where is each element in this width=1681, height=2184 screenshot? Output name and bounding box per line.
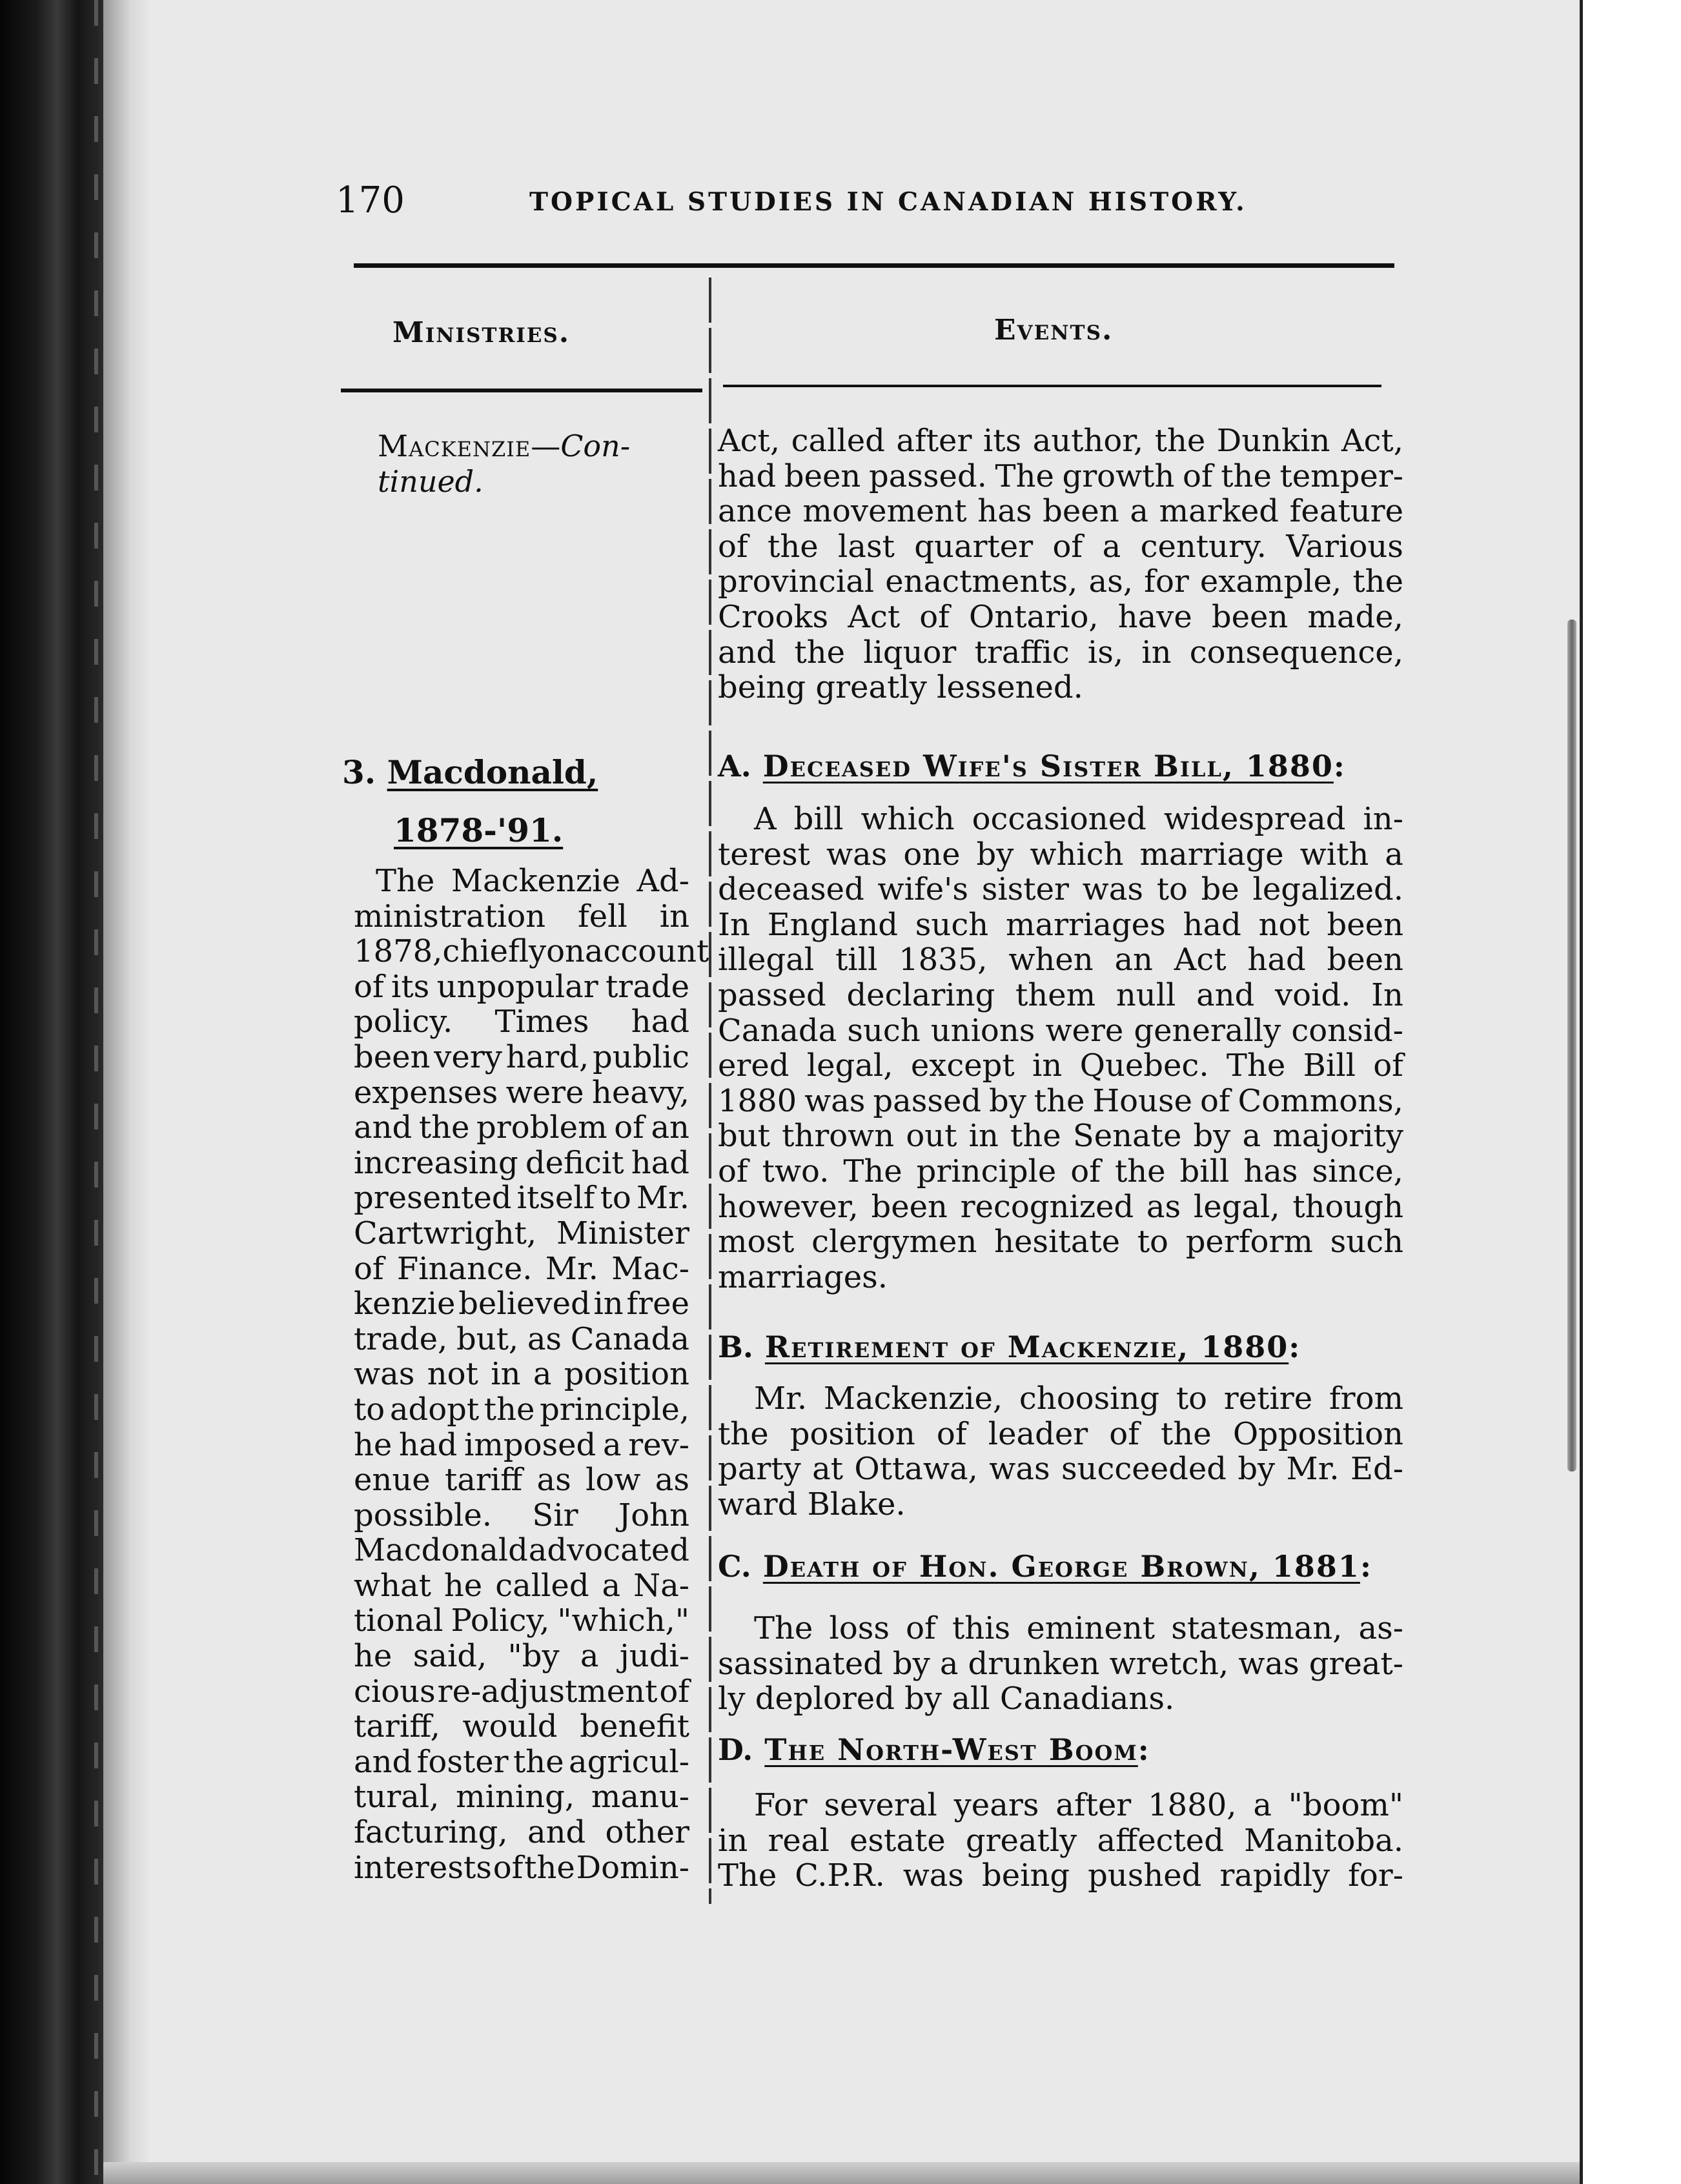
ministry-paragraph [354,863,709,1886]
paragraph-line: sassinated by a drunken wretch, was great- [718,1645,1403,1682]
ministry-continued [378,427,630,498]
event-letter: B. [718,1330,753,1364]
event-heading-d [718,1732,1149,1767]
paragraph-line: tariff, would benefit [354,1708,689,1745]
event-title: Death of Hon. George Brown, 1881 [762,1549,1360,1584]
paragraph-line: party at Ottawa, was succeeded by Mr. Ed- [718,1451,1403,1488]
event-paragraph-c [718,1611,1403,1717]
paragraph-line: the position of leader of the Opposition [718,1415,1403,1452]
paragraph-line: Cartwright, Minister [354,1215,689,1251]
event-letter: C. [718,1549,751,1584]
page-clip-mark [1567,620,1576,1471]
paragraph-line: what he called a Na- [354,1567,689,1604]
event-letter: D. [718,1732,753,1767]
paragraph-line: but thrown out in the Senate by a majority [718,1118,1403,1155]
book-binding [0,0,103,2184]
column-header-ministries: Ministries. [392,316,571,349]
paragraph-line: cious re-adjustment of [354,1673,689,1710]
event-title: Deceased Wife's Sister Bill, 1880 [762,749,1334,784]
paragraph-line: ly deplored by all Canadians. [718,1681,1175,1717]
ministry-number: 3. [342,753,376,791]
paragraph-line: The loss of this eminent statesman, as- [754,1610,1403,1646]
paragraph-line: Act, called after its author, the Dunkin Act, [718,423,1403,459]
paragraph-line: and the liquor traffic is, in consequence, [718,634,1403,671]
paragraph-line: facturing, and other [354,1814,689,1851]
event-paragraph-d [718,1788,1403,1894]
event-colon: : [1360,1549,1371,1584]
paragraph-line: and the problem of an [354,1109,689,1146]
page-bottom-edge [103,2162,1580,2184]
paragraph-line: presented itself to Mr. [354,1180,689,1217]
paragraph-line: to adopt the principle, [354,1391,689,1428]
paragraph-line: passed declaring them null and void. In [718,976,1403,1013]
paragraph-line: policy. Times had [354,1004,689,1040]
paragraph-line: he had imposed a rev- [354,1426,689,1463]
event-heading-c [718,1549,1371,1584]
event-colon: : [1289,1330,1300,1364]
paragraph-line: of the last quarter of a century. Various [718,528,1403,565]
paragraph-line: ered legal, except in Quebec. The Bill of [718,1047,1403,1084]
page-right-edge [1580,0,1583,2184]
events-continued-paragraph [718,423,1403,705]
running-title: TOPICAL STUDIES IN CANADIAN HISTORY. [529,187,1247,217]
paragraph-line: tural, mining, manu- [354,1779,689,1815]
paragraph-line: of its unpopular trade [354,968,689,1005]
running-head [336,179,1247,231]
paragraph-line: interests of the Domin- [354,1849,689,1886]
header-rule [354,263,1394,268]
paragraph-line: expenses were heavy, [354,1074,689,1111]
event-title: The North-West Boom [764,1732,1138,1767]
column-divider [709,278,711,1904]
column-header-rule-left [341,389,702,392]
paragraph-line: tional Policy, "which," [354,1603,689,1639]
ministry-continued-word-1: Con- [560,429,631,463]
event-colon: : [1137,1732,1149,1767]
paragraph-line: terest was one by which marriage with a [718,836,1403,873]
paragraph-line: A bill which occasioned widespread in- [754,801,1403,837]
page-number: 170 [336,179,405,221]
paragraph-line: being greatly lessened. [718,669,1083,706]
paragraph-line: Crooks Act of Ontario, have been made, [718,598,1403,635]
column-header-rule-right [723,385,1381,387]
paragraph-line: deceased wife's sister was to be legalized. [718,871,1403,908]
event-title: Retirement of Mackenzie, 1880 [764,1330,1289,1364]
paragraph-line: 1878, chiefly on account [354,933,709,970]
paragraph-line: kenzie believed in free [354,1286,689,1322]
event-heading-a [718,749,1345,784]
paragraph-line: marriages. [718,1259,888,1295]
paragraph-line: The Mackenzie Ad- [376,863,689,899]
paragraph-line: however, been recognized as legal, though [718,1188,1403,1225]
ministry-continued-name: Mackenzie [378,429,531,463]
paragraph-line: In England such marriages had not been [718,906,1403,943]
ministry-heading [342,743,598,860]
ministry-name: Macdonald, [387,753,598,791]
paragraph-line: in real estate greatly affected Manitoba. [718,1822,1403,1859]
paragraph-line: For several years after 1880, a "boom" [754,1787,1403,1823]
paragraph-line: enue tariff as low as [354,1462,689,1499]
paragraph-line: been very hard, public [354,1038,689,1075]
scan-margin [1580,0,1681,2184]
paragraph-line: The C.P.R. was being pushed rapidly for- [718,1857,1403,1894]
paragraph-line: Macdonald advocated [354,1532,689,1569]
ministry-continued-word-2: tinued. [378,463,484,499]
event-paragraph-a [718,802,1403,1295]
event-heading-b [718,1330,1299,1364]
paragraph-line: ministration fell in [354,898,689,935]
event-paragraph-b [718,1381,1403,1522]
paragraph-line: possible. Sir John [354,1497,689,1533]
paragraph-line: trade, but, as Canada [354,1320,689,1357]
paragraph-line: most clergymen hesitate to perform such [718,1224,1403,1260]
event-colon: : [1333,749,1345,784]
paragraph-line: of Finance. Mr. Mac- [354,1250,689,1287]
paragraph-line: Canada such unions were generally consid- [718,1012,1403,1049]
paragraph-line: of two. The principle of the bill has since, [718,1153,1403,1189]
paragraph-line: increasing deficit had [354,1144,689,1181]
paragraph-line: ward Blake. [718,1486,906,1522]
paragraph-line: ance movement has been a marked feature [718,493,1403,530]
paragraph-line: 1880 was passed by the House of Commons, [718,1082,1403,1119]
paragraph-line: he said, "by a judi- [354,1638,689,1675]
page-gutter-shadow [103,0,148,2184]
paragraph-line: Mr. Mackenzie, choosing to retire from [754,1380,1403,1417]
paragraph-line: illegal till 1835, when an Act had been [718,942,1403,978]
ministry-dates: 1878-'91. [394,811,564,849]
event-letter: A. [718,749,751,784]
paragraph-line: provincial enactments, as, for example, the [718,563,1403,600]
column-header-events: Events. [994,314,1114,347]
paragraph-line: was not in a position [354,1356,689,1393]
paragraph-line: and foster the agricul- [354,1743,689,1780]
ministry-continued-dash: — [531,429,561,463]
paragraph-line: had been passed. The growth of the temper- [718,458,1403,494]
